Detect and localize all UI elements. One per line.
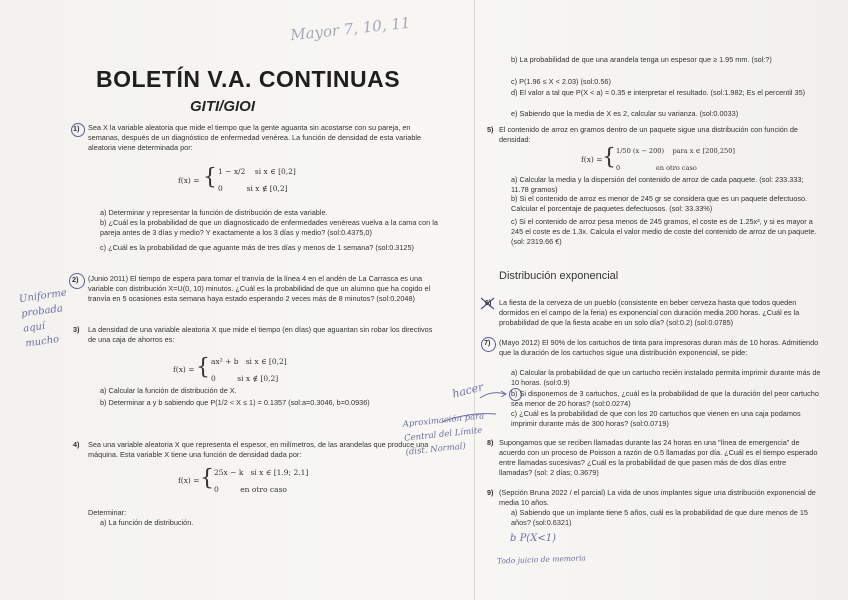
q4-part-e: e) Sabiendo que la media de X es 2, calcular su varianza. (sol:0.0033) (511, 109, 739, 118)
q4-formula-line1: 25x − k si x ∈ [1.9; 2.1] (214, 468, 309, 477)
bprob-handwritten-note: b P(X<1) (510, 533, 556, 544)
page-fold (474, 0, 475, 600)
q9-part-a: a) Sabiendo que un implante tiene 5 años, cuál es la probabilidad de que dure menos de 15 años? (sol:0.6321) (511, 508, 808, 527)
q4-formula-line2: 0 en otro caso (214, 485, 287, 494)
hacer-handwritten-note: hacer (450, 380, 485, 401)
q1-formula-line2: 0 si x ∉ [0,2] (218, 184, 288, 193)
q5-formula-line2: 0 en otro caso (616, 164, 697, 172)
q1-number: 1) (73, 124, 80, 133)
q3-number: 3) (73, 325, 80, 334)
q6-text: La fiesta de la cerveza de un pueblo (consistente en beber cerveza hasta que todos queden dormidos en el campo de la feria) es exponencial con duración media 200 horas. ¿Cuál es la probabilidad de que la fiesta acabe en un solo día? (sol:0.2) (sol:0.0785) (499, 298, 800, 327)
q3-part-a: a) Calcular la función de distribución de X. (100, 386, 237, 395)
q5-formula-brace: { (602, 145, 616, 170)
header-note: Mayor 7, 10, 11 (289, 13, 412, 45)
q4-part-d: d) El valor a tal que P(X < a) = 0.35 e interpretar el resultado. (sol:1.982; Es el percentil 35) (511, 88, 806, 97)
q3-formula-left: f(x) = (173, 365, 195, 374)
q7-number: 7) (484, 338, 491, 347)
q3-formula-line1: ax² + b si x ∈ [0,2] (211, 357, 287, 366)
q4-part-b: b) La probabilidad de que una arandela tenga un espesor que ≥ 1.95 mm. (sol:?) (511, 55, 772, 64)
q8-number: 8) (487, 438, 494, 447)
clt-arrow (440, 408, 500, 431)
uniform-handwritten-note: Uniforme probada aquí mucho (18, 287, 68, 350)
q1-part-a: a) Determinar y representar la función de distribución de esta variable. (100, 208, 328, 217)
clt-handwritten-note: Aproximación para Central del Límite (dist. Normal) (402, 411, 485, 458)
q6-number: 6) (485, 298, 492, 307)
q7-part-c: c) ¿Cuál es la probabilidad de que con los 20 cartuchos que vienen en una caja podamos imprimir durante más de 300 horas? (sol:0.0719) (511, 409, 801, 428)
q1-text: Sea X la variable aleatoria que mide el tiempo que la gente aguanta sin acostarse con su pareja, en semanas, después de un diagnóstico de enfermedad venérea. La función de densidad de esta variable aleatoria viene determinada por: (88, 123, 422, 152)
page-title: BOLETÍN V.A. CONTINUAS (96, 66, 401, 92)
q7-part-a: a) Calcular la probabilidad de que un cartucho recién instalado permita imprimir durante más de 10 horas. (sol:0.9) (511, 368, 821, 387)
q4-number: 4) (73, 440, 80, 449)
q2-text: (Junio 2011) El tiempo de espera para tomar el tranvía de la línea 4 en el andén de La Carrasca es una variable con distribución X=U(0, 10) minutos. ¿Cuál es la probabilidad de que un alumno que ha cogido el tranvía en 5 ocasiones esta semana haya estado esperando 2 veces más de 8 minutos? (sol:0.2048) (88, 274, 431, 303)
q4-formula-brace: { (200, 466, 214, 491)
q5-formula-left: f(x) = (581, 155, 603, 164)
page-subtitle: GITI/GIOI (190, 98, 256, 115)
q7-part-b: b) Si disponemos de 3 cartuchos, ¿cuál es la probabilidad de que la duración del peor cartucho sea menor de 20 horas? (sol:0.0274) (511, 389, 819, 408)
q3-formula-brace: { (196, 355, 210, 380)
q4-part-a: a) La función de distribución. (100, 518, 194, 527)
q4-determinar: Determinar: (88, 508, 127, 517)
section-exponential: Distribución exponencial (499, 270, 619, 282)
q5-part-a: a) Calcular la media y la dispersión del contenido de arroz de cada paquete. (sol: 233.333; 11.78 gramos) (511, 175, 804, 194)
q3-text: La densidad de una variable aleatoria X que mide el tiempo (en días) que aguantan sin robar los directivos de una caja de ahorros es: (88, 325, 433, 344)
q9-text: (Sepción Bruna 2022 / el parcial) La vida de unos implantes sigue una distribución exponencial de media 10 años. (499, 488, 816, 507)
q5-part-c: c) Si el contenido de arroz pesa menos de 245 gramos, el coste es de 1.25x², y si es mayor a 245 el coste es de 1.3x. Calcula el valor medio de coste del contenido de arroz de un paquete. (sol: 2319.66 €) (511, 217, 817, 246)
bottom-handwritten-note: Todo juicio de memoria (496, 553, 587, 566)
q4-part-c: c) P(1.96 ≤ X < 2.03) (sol:0.56) (511, 77, 611, 86)
q3-formula-line2: 0 si x ∉ [0,2] (211, 374, 279, 383)
q4-text: Sea una variable aleatoria X que representa el espesor, en milímetros, de las arandelas que produce una máquina. Esta variable X tiene una función de densidad dada por: (88, 440, 429, 459)
q5-part-b: b) Si el contenido de arroz es menor de 245 gr se considera que es un paquete defectuoso. Calcular el porcentaje de paquetes defectuosos. (sol: 33.33%) (511, 194, 808, 213)
q7-text: (Mayo 2012) El 90% de los cartuchos de tinta para impresoras duran más de 10 horas. Admitiendo que la duración de los cartuchos sigue una distribución exponencial, se pide: (499, 338, 819, 357)
q1-formula-line1: 1 − x/2 si x ∈ [0,2] (218, 167, 296, 176)
q1-part-c: c) ¿Cuál es la probabilidad de que aguante más de tres días y menos de 1 semana? (sol:0.3125) (100, 243, 414, 252)
q5-formula-line1: 1/50 (x − 200) para x ∈ [200,250] (616, 147, 735, 155)
q1-formula-brace: { (203, 165, 217, 190)
q3-part-b: b) Determinar a y b sabiendo que P(1/2 < X ≤ 1) = 0.1357 (sol:a=0.3046, b=0.0936) (100, 398, 370, 407)
q1-part-b: b) ¿Cuál es la probabilidad de que un diagnosticado de enfermedades venéreas vuelva a la cama con la pareja antes de 3 días y medio? Y exactamente a los 3 días y medio? (sol:0.4375,0) (100, 218, 438, 237)
q2-number: 2) (72, 275, 79, 284)
q8-text: Supongamos que se reciben llamadas durante las 24 horas en una "línea de emergencia" de acuerdo con un proceso de Poisson a razón de 0.5 llamadas por día. ¿Cuál es el tiempo esperado entre llamadas sucesivas? ¿Cuál es la probabilidad de que pasen más de dos días entre llamadas? (sol: 2 días; 0.3679) (499, 438, 818, 477)
q5-number: 5) (487, 125, 494, 134)
q1-formula-left: f(x) = (178, 176, 200, 185)
q4-formula-left: f(x) = (178, 476, 200, 485)
q5-text: El contenido de arroz en gramos dentro de un paquete sigue una distribución con función de densidad: (499, 125, 798, 144)
q9-number: 9) (487, 488, 494, 497)
hacer-arrow (478, 388, 508, 407)
